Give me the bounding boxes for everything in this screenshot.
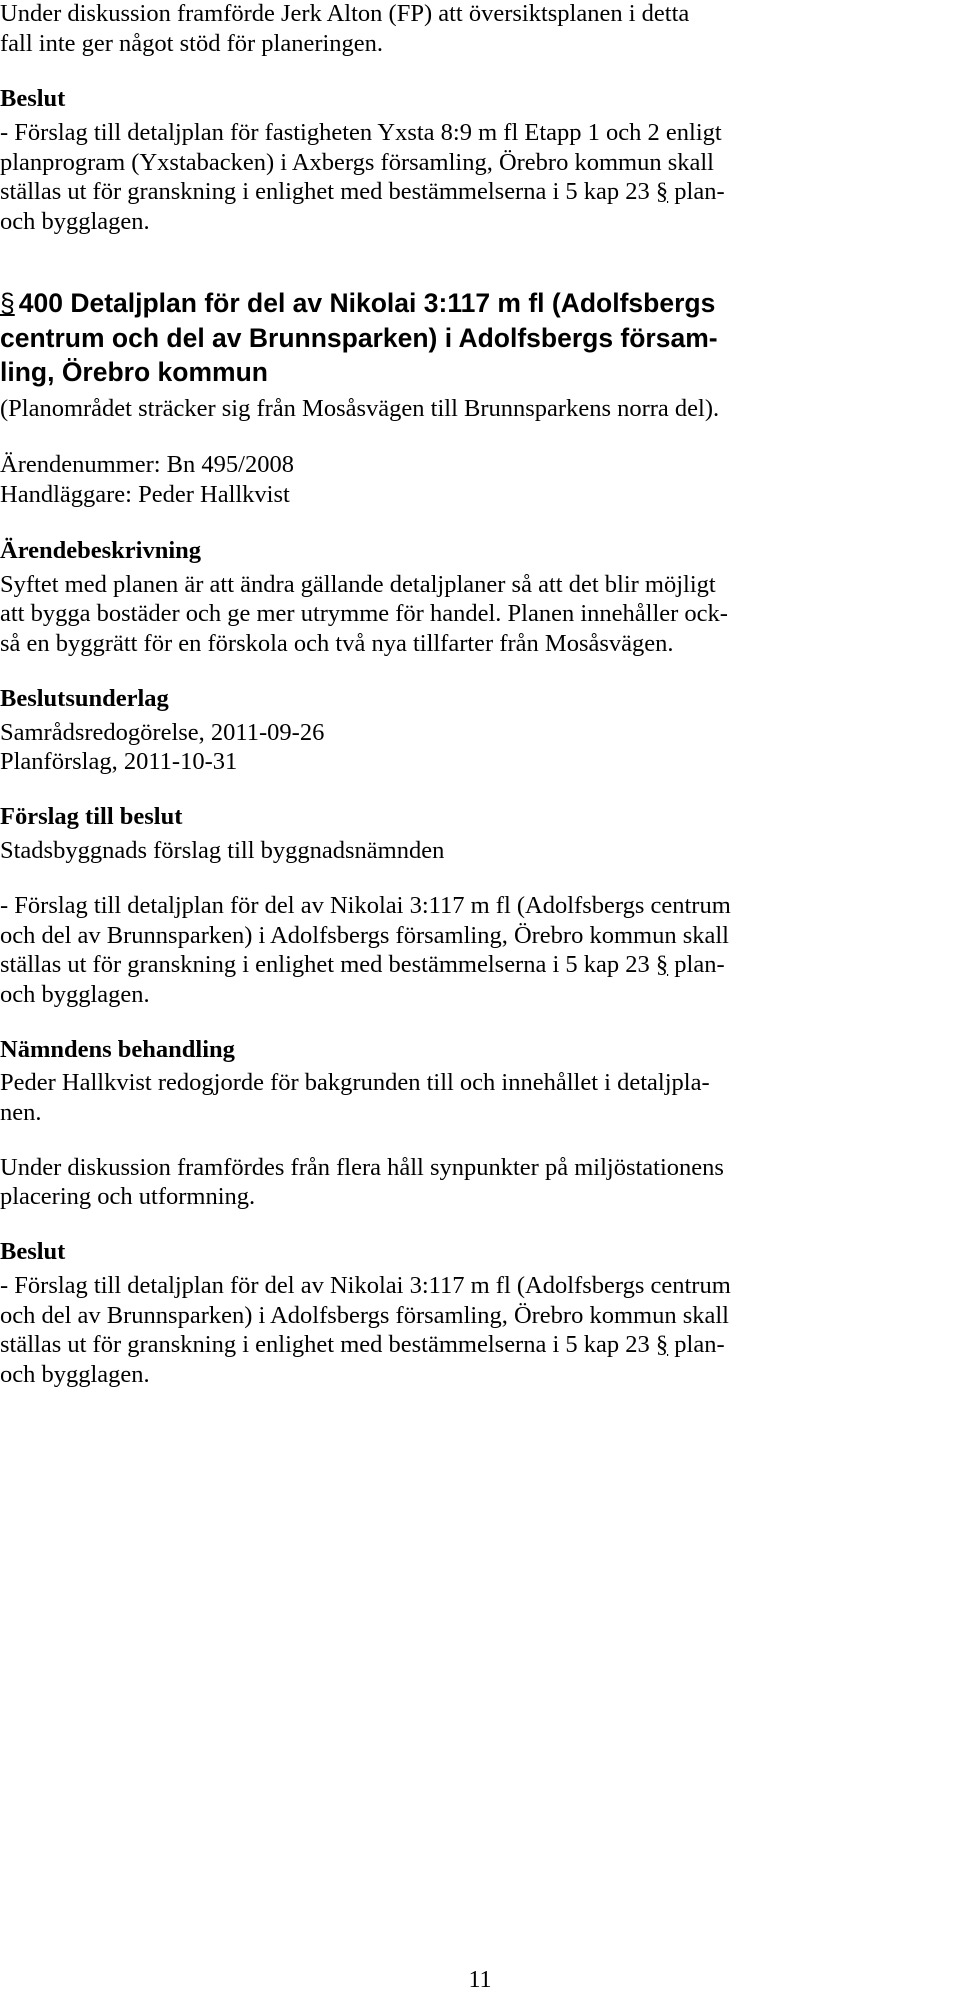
behandling-line-2: nen. [0,1099,42,1126]
beslut-2-line-3-text: ställas ut för granskning i enlighet med bestämmelserna i 5 kap 23 [0,1331,650,1358]
arendebeskrivning-line-3: så en byggrätt för en förskola och två nya tillfarter från Mosåsvägen. [0,630,674,657]
arendebeskrivning-line-2: att bygga bostäder och ge mer utrymme för handel. Planen innehåller ock- [0,600,728,627]
beslut-2-heading: Beslut [0,1238,66,1265]
behandling-line-1: Peder Hallkvist redogjorde för bakgrunden till och innehållet i detaljpla- [0,1069,710,1096]
intro-line-2: fall inte ger något stöd för planeringen. [0,30,384,57]
beslutsunderlag-line-1: Samrådsredogörelse, 2011-09-26 [0,719,325,746]
arendebeskrivning-heading: Ärendebeskrivning [0,537,202,564]
beslut-2-line-2: och del av Brunnsparken) i Adolfsbergs församling, Örebro kommun skall [0,1302,729,1329]
item-title-text: 400 Detaljplan för del av Nikolai 3:117 m fl (Adolfsbergs [18,288,716,318]
beslut-2-line-3 [0,1333,725,1358]
forslag-line-2: - Förslag till detaljplan för del av Nikolai 3:117 m fl (Adolfsbergs centrum [0,892,731,919]
beslut-heading: Beslut [0,85,66,112]
beslut-line-2: planprogram (Yxstabacken) i Axbergs församling, Örebro kommun skall [0,149,714,176]
beslut-line-4: och bygglagen. [0,208,150,235]
section-sign-symbol: § [655,178,669,205]
beslutsunderlag-line-2: Planförslag, 2011-10-31 [0,748,238,775]
beslut-line-3 [0,180,725,205]
arendebeskrivning-line-1: Syftet med planen är att ändra gällande detaljplaner så att det blir möjligt [0,571,716,598]
beslut-2-line-3-end: plan- [674,1331,725,1358]
item-subtitle: (Planområdet sträcker sig från Mosåsvägen till Brunnsparkens norra del). [0,395,720,422]
beslut-line-1: - Förslag till detaljplan för fastigheten Yxsta 8:9 m fl Etapp 1 och 2 enligt [0,119,722,146]
beslut-line-3-end: plan- [674,178,725,205]
forslag-heading: Förslag till beslut [0,803,183,830]
intro-line-1: Under diskussion framförde Jerk Alton (FP) att översiktsplanen i detta [0,0,690,27]
case-number: Ärendenummer: Bn 495/2008 [0,451,294,478]
section-sign-symbol: § [655,1331,669,1358]
behandling-line-3: Under diskussion framfördes från flera håll synpunkter på miljöstationens [0,1154,724,1181]
item-title-line-2: centrum och del av Brunnsparken) i Adolfsbergs försam- [0,323,718,353]
forslag-line-4 [0,953,725,978]
item-title-line-3: ling, Örebro kommun [0,357,268,387]
item-title-line-1 [0,290,715,317]
forslag-line-5: och bygglagen. [0,981,150,1008]
section-sign-symbol: § [655,951,669,978]
forslag-line-4-end: plan- [674,951,725,978]
behandling-line-4: placering och utformning. [0,1183,256,1210]
forslag-line-3: och del av Brunnsparken) i Adolfsbergs församling, Örebro kommun skall [0,922,729,949]
case-handler: Handläggare: Peder Hallkvist [0,481,290,508]
page-number: 11 [468,1967,492,1993]
forslag-line-4-text: ställas ut för granskning i enlighet med bestämmelserna i 5 kap 23 [0,951,650,978]
forslag-line-1: Stadsbyggnads förslag till byggnadsnämnden [0,837,445,864]
beslutsunderlag-heading: Beslutsunderlag [0,685,169,712]
behandling-heading: Nämndens behandling [0,1036,235,1063]
beslut-2-line-1: - Förslag till detaljplan för del av Nikolai 3:117 m fl (Adolfsbergs centrum [0,1272,731,1299]
beslut-2-line-4: och bygglagen. [0,1361,150,1388]
section-sign-symbol: § [0,288,15,318]
beslut-line-3-text: ställas ut för granskning i enlighet med bestämmelserna i 5 kap 23 [0,178,650,205]
